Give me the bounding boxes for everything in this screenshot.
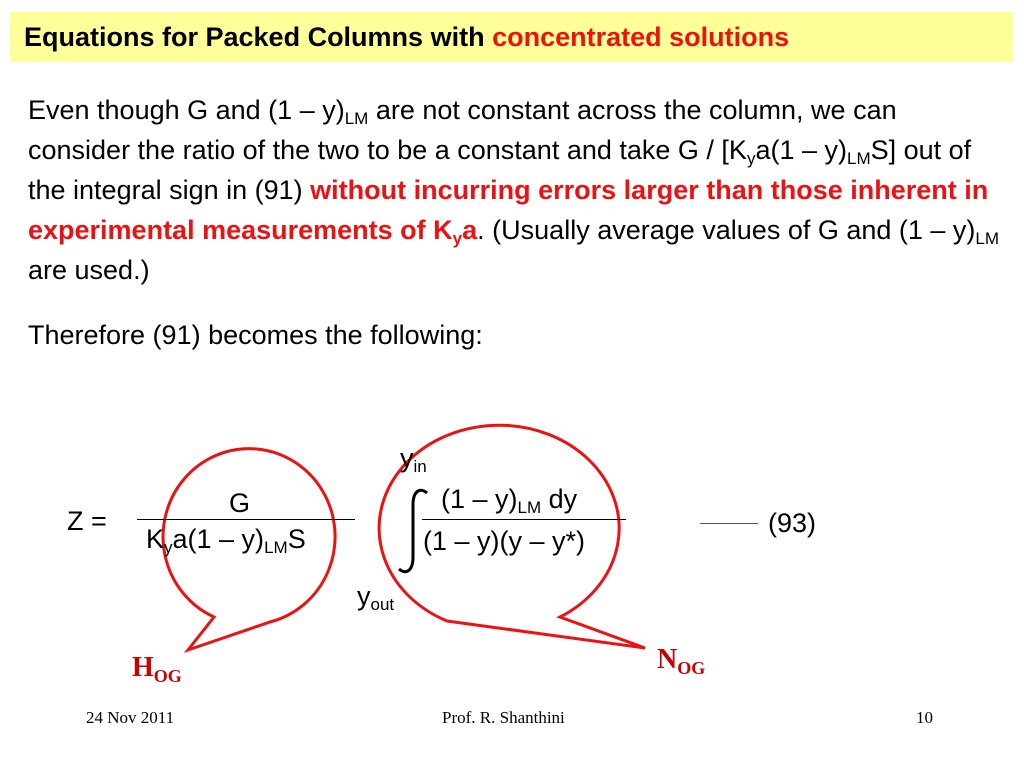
equation-number-leader (700, 523, 758, 524)
title-highlight: concentrated solutions (492, 22, 790, 52)
nog-numerator: $(1 - y)_{LM}$ dy (441, 484, 578, 517)
title-prefix: Equations for Packed Columns with (24, 22, 485, 52)
hog-denominator: $K_ya(1 - y)_{LM}S$ (146, 524, 306, 557)
equation-number: (93) (768, 508, 817, 538)
emphasis-text: without incurring errors larger than those inherent in experimental measurements of $K_ya$ (28, 175, 989, 248)
integral-lower-limit: $y_{out}$ (357, 581, 395, 614)
hog-numerator: G (229, 488, 251, 518)
nog-label: $N_{OG}$ (657, 644, 706, 678)
equation-lhs: Z = (67, 506, 107, 536)
integral-upper-limit: $y_{in}$ (400, 443, 427, 476)
hog-label: $H_{OG}$ (132, 652, 182, 686)
footer-date: 24 Nov 2011 (86, 708, 175, 727)
nog-fraction-bar (422, 519, 626, 520)
nog-denominator: (1 – y)(y – y*) (423, 526, 586, 556)
footer-page-number: 10 (916, 708, 933, 727)
paragraph-therefore: Therefore (91) becomes the following: (28, 320, 483, 350)
footer-author: Prof. R. Shanthini (442, 708, 565, 727)
hog-fraction-bar (137, 519, 355, 520)
paragraph-explanation: Even though G and $(1 - y)_{LM}$ are not constant across the column, we can consider the ratio of the two to be a constant and take G / $[K_ya(1 - y)_{LM}S]$ out of the integral sign in (91) without incurring errors larger than those inherent in experimental measurements of $K_ya$. (Usually average values of G and $(1 - y)_{LM}$ are used.) (28, 95, 1000, 285)
